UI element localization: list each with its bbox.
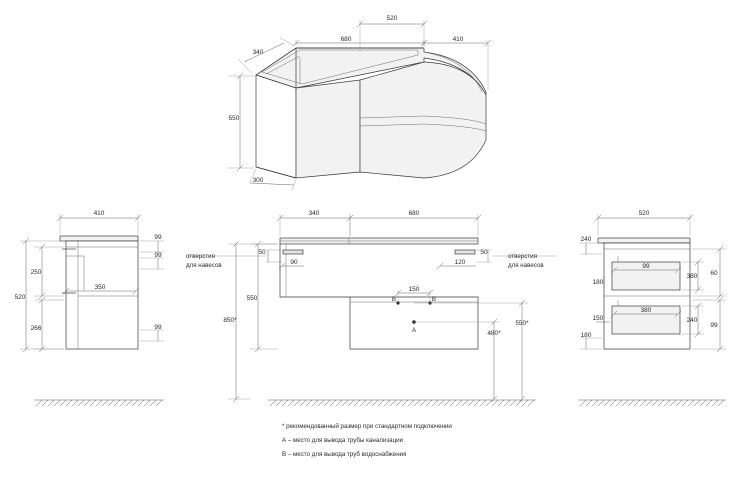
dim-label: 410 bbox=[452, 36, 464, 43]
dim-850-front bbox=[223, 241, 278, 402]
front-view bbox=[186, 210, 556, 406]
dim-label: 99 bbox=[710, 322, 718, 329]
dim-label: 99 bbox=[154, 324, 162, 331]
right-side-view bbox=[578, 210, 726, 406]
note-line-2: А – место для вывода трубы канализации bbox=[282, 437, 404, 444]
dim-label: 550 bbox=[246, 295, 258, 302]
dim-label: 120 bbox=[454, 259, 466, 266]
note-line-3: В – место для вывода труб водоснабжения bbox=[282, 451, 407, 458]
dim-266-left bbox=[31, 297, 64, 352]
ground-hatch-front bbox=[268, 400, 536, 406]
dim-120-front bbox=[437, 259, 476, 269]
dim-label: 250 bbox=[30, 269, 42, 276]
dim-240-lower-right bbox=[692, 297, 726, 352]
dim-label: 480* bbox=[487, 330, 501, 337]
dim-label: 90 bbox=[290, 259, 298, 266]
ground-hatch-left bbox=[34, 400, 164, 406]
dim-label: 520 bbox=[14, 294, 26, 301]
dim-340-front bbox=[277, 210, 353, 236]
dim-99-bottom-left-view bbox=[140, 324, 164, 341]
dim-label: 340 bbox=[252, 49, 264, 56]
dim-label: 180 bbox=[592, 279, 604, 286]
dim-label: 520 bbox=[638, 210, 650, 217]
mount-holes-label-left-line1: отверстия bbox=[186, 253, 215, 260]
dim-label: 240 bbox=[686, 317, 698, 324]
mount-holes-label-right bbox=[492, 253, 556, 269]
dim-label: 680 bbox=[340, 36, 352, 43]
dim-label: 180 bbox=[580, 332, 592, 339]
dim-label: 550* bbox=[515, 320, 529, 327]
dim-label: 150 bbox=[408, 286, 420, 293]
isometric-view bbox=[228, 15, 491, 190]
dim-label: 380 bbox=[640, 307, 652, 314]
dim-label: 350 bbox=[94, 284, 106, 291]
label-point-b-right: B bbox=[431, 296, 437, 303]
dim-520-right bbox=[595, 210, 693, 236]
dim-250-left bbox=[31, 244, 64, 299]
dim-60-right bbox=[593, 276, 604, 288]
dim-label: 550 bbox=[228, 115, 240, 122]
dim-label: 340 bbox=[308, 210, 320, 217]
mount-holes-label-right-line1: отверстия bbox=[508, 253, 537, 260]
dim-label: 520 bbox=[386, 15, 398, 22]
dim-550-front bbox=[247, 241, 278, 352]
dim-99-bottom-right-view bbox=[580, 332, 602, 349]
dim-680-front bbox=[347, 210, 481, 236]
dim-99-mid-left-view bbox=[140, 252, 164, 269]
dim-label: 300 bbox=[252, 177, 264, 184]
dim-label: 380 bbox=[686, 273, 698, 280]
dim-550-iso bbox=[228, 73, 254, 171]
dim-label: 99 bbox=[154, 234, 162, 241]
label-point-a: A bbox=[411, 327, 417, 334]
mount-holes-label-right-line2: для навесов bbox=[508, 262, 544, 269]
mount-holes-label-left bbox=[186, 253, 266, 269]
dim-label: 99 bbox=[642, 263, 650, 270]
dim-label: 850* bbox=[223, 317, 237, 324]
dim-label: 150 bbox=[592, 315, 604, 322]
left-side-view bbox=[15, 210, 164, 406]
dim-50-right-front bbox=[476, 249, 492, 262]
dim-label: 410 bbox=[93, 210, 105, 217]
dim-50-left-front bbox=[258, 249, 282, 262]
dim-label: 60 bbox=[710, 270, 718, 277]
dim-520-left bbox=[15, 238, 64, 352]
plumbing-point-b-left bbox=[396, 301, 399, 304]
dim-90-front bbox=[279, 259, 304, 269]
label-point-b-left: B bbox=[391, 296, 397, 303]
dim-99-top-left-view bbox=[140, 234, 164, 252]
dim-label: 680 bbox=[408, 210, 420, 217]
dim-label: 266 bbox=[30, 325, 42, 332]
dim-label: 99 bbox=[154, 252, 162, 259]
dim-label: 50 bbox=[258, 249, 266, 256]
notes-block bbox=[282, 423, 452, 458]
note-line-1: * рекомендованный размер при стандартном подключении bbox=[282, 423, 452, 430]
ground-hatch-right bbox=[578, 400, 726, 406]
dim-label: 240 bbox=[580, 236, 592, 243]
mount-holes-label-left-line2: для навесов bbox=[186, 262, 222, 269]
dim-410-left bbox=[57, 210, 141, 234]
dim-label: 50 bbox=[480, 249, 488, 256]
dim-520-iso bbox=[357, 15, 427, 52]
